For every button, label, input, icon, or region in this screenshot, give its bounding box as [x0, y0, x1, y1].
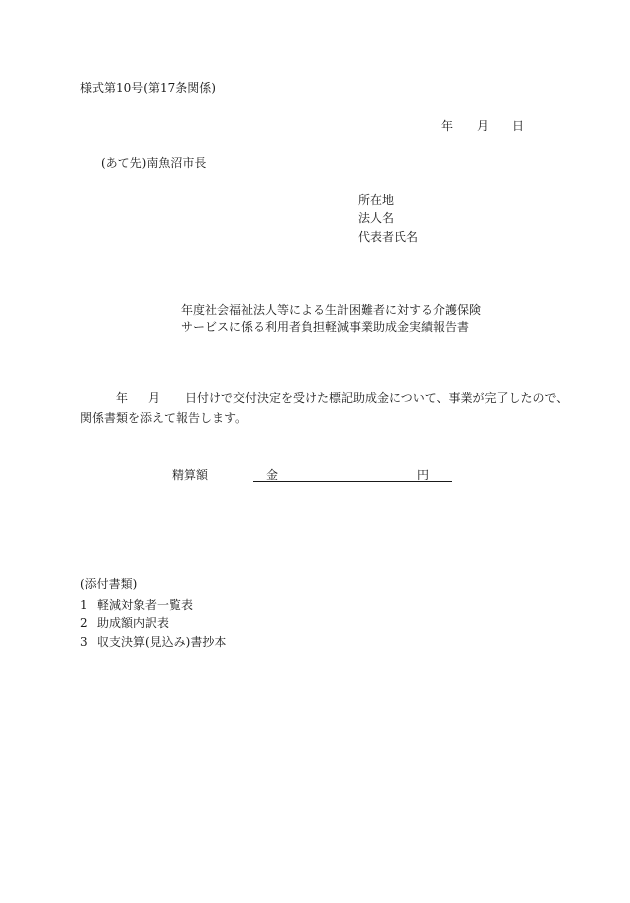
attachment-number: 1: [80, 598, 88, 612]
body-year: 年: [116, 391, 129, 405]
body-line-1: 日付けで交付決定を受けた標記助成金について、事業が完了したので、: [185, 391, 569, 405]
address-label: 所在地: [358, 193, 395, 207]
attachments-heading: (添付書類): [80, 577, 138, 591]
date-day: 日: [512, 119, 525, 133]
title-line-2: サービスに係る利用者負担軽減事業助成金実績報告書: [181, 320, 470, 334]
settlement-suffix: 円: [417, 468, 430, 482]
body-line-2: 関係書類を添えて報告します。: [80, 411, 248, 425]
addressee: (あて先)南魚沼市長: [101, 156, 207, 170]
attachment-text: 軽減対象者一覧表: [97, 598, 194, 612]
body-month: 月: [148, 391, 161, 405]
form-number: 様式第10号(第17条関係): [80, 81, 216, 95]
attachment-text: 収支決算(見込み)書抄本: [97, 635, 227, 649]
settlement-prefix: 金: [266, 468, 279, 482]
corp-name-label: 法人名: [358, 211, 395, 225]
settlement-label: 精算額: [172, 468, 209, 482]
representative-label: 代表者氏名: [358, 230, 419, 244]
attachment-number: 3: [80, 635, 88, 649]
date-month: 月: [477, 119, 490, 133]
attachment-text: 助成額内訳表: [97, 616, 170, 630]
title-line-1: 年度社会福祉法人等による生計困難者に対する介護保険: [181, 303, 482, 317]
attachment-number: 2: [80, 616, 88, 630]
date-year: 年: [441, 119, 454, 133]
